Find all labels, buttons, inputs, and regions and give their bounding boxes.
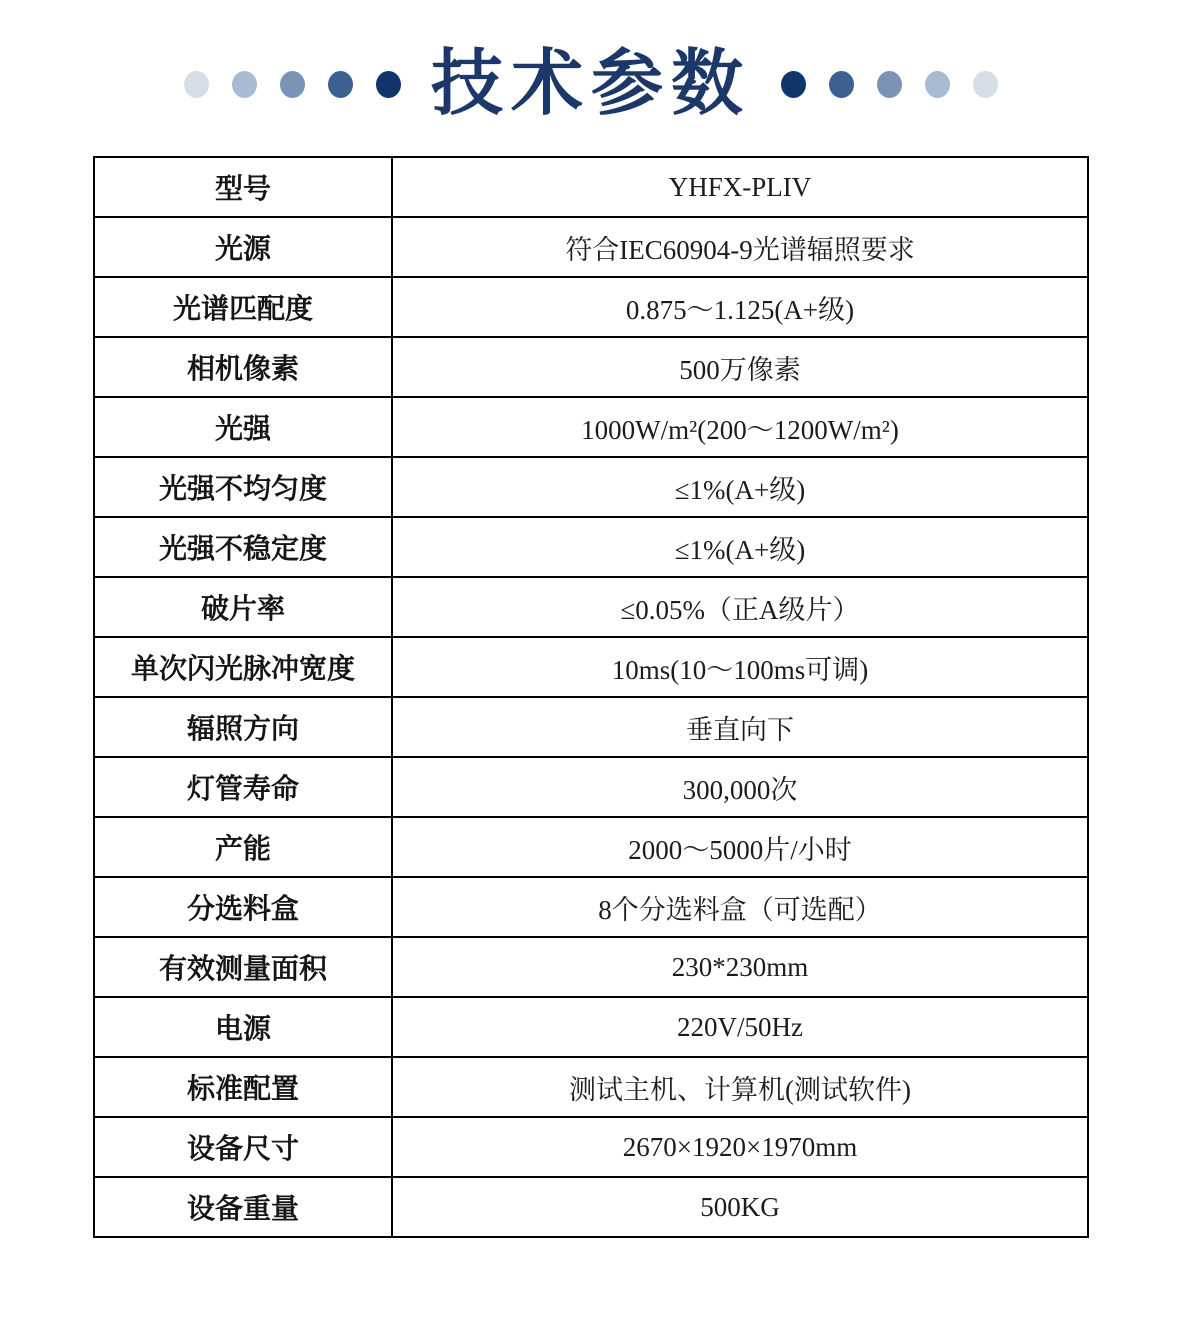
- spec-value-cell: 2000～5000片/小时: [392, 817, 1088, 877]
- spec-value-cell: 2670×1920×1970mm: [392, 1117, 1088, 1177]
- spec-label-cell: 单次闪光脉冲宽度: [94, 637, 392, 697]
- table-row: [94, 1177, 1088, 1237]
- spec-value-cell: 垂直向下: [392, 697, 1088, 757]
- table-row: [94, 157, 1088, 217]
- spec-value-cell: 230*230mm: [392, 937, 1088, 997]
- spec-value-cell: 300,000次: [392, 757, 1088, 817]
- spec-label-cell: 设备重量: [94, 1177, 392, 1237]
- table-row: [94, 697, 1088, 757]
- dot-icon-right-3: [877, 71, 902, 98]
- dot-icon-right-2: [829, 71, 854, 98]
- spec-label-cell: 破片率: [94, 577, 392, 637]
- dot-icon-left-5: [376, 71, 401, 98]
- spec-value-cell: 测试主机、计算机(测试软件): [392, 1057, 1088, 1117]
- table-row: [94, 277, 1088, 337]
- spec-value-cell: ≤0.05%（正A级片）: [392, 577, 1088, 637]
- table-row: [94, 1057, 1088, 1117]
- table-row: [94, 817, 1088, 877]
- table-row: [94, 877, 1088, 937]
- spec-label-cell: 辐照方向: [94, 697, 392, 757]
- page-header: [0, 0, 1182, 140]
- spec-label-cell: 灯管寿命: [94, 757, 392, 817]
- spec-value-cell: YHFX-PLIV: [392, 157, 1088, 217]
- decor-dots-right: [781, 71, 998, 98]
- spec-label-cell: 产能: [94, 817, 392, 877]
- table-row: [94, 637, 1088, 697]
- table-row: [94, 997, 1088, 1057]
- spec-value-cell: 10ms(10～100ms可调): [392, 637, 1088, 697]
- dot-icon-right-5: [973, 71, 998, 98]
- table-row: [94, 457, 1088, 517]
- table-row: [94, 577, 1088, 637]
- dot-icon-right-1: [781, 71, 806, 98]
- dot-icon-right-4: [925, 71, 950, 98]
- table-row: [94, 337, 1088, 397]
- spec-table: [93, 156, 1089, 1238]
- table-row: [94, 1117, 1088, 1177]
- dot-icon-left-1: [184, 71, 209, 98]
- page-title: 技术参数: [430, 44, 751, 124]
- spec-label-cell: 光强不稳定度: [94, 517, 392, 577]
- spec-value-cell: 220V/50Hz: [392, 997, 1088, 1057]
- table-row: [94, 217, 1088, 277]
- spec-label-cell: 相机像素: [94, 337, 392, 397]
- table-row: [94, 517, 1088, 577]
- spec-label-cell: 光谱匹配度: [94, 277, 392, 337]
- spec-value-cell: 1000W/m²(200～1200W/m²): [392, 397, 1088, 457]
- table-row: [94, 757, 1088, 817]
- spec-value-cell: 500万像素: [392, 337, 1088, 397]
- spec-value-cell: 0.875～1.125(A+级): [392, 277, 1088, 337]
- spec-value-cell: 500KG: [392, 1177, 1088, 1237]
- spec-label-cell: 光强不均匀度: [94, 457, 392, 517]
- dot-icon-left-2: [232, 71, 257, 98]
- spec-value-cell: 符合IEC60904-9光谱辐照要求: [392, 217, 1088, 277]
- spec-label-cell: 标准配置: [94, 1057, 392, 1117]
- dot-icon-left-3: [280, 71, 305, 98]
- spec-label-cell: 分选料盒: [94, 877, 392, 937]
- spec-value-cell: ≤1%(A+级): [392, 457, 1088, 517]
- spec-label-cell: 电源: [94, 997, 392, 1057]
- spec-label-cell: 光强: [94, 397, 392, 457]
- spec-label-cell: 型号: [94, 157, 392, 217]
- spec-value-cell: ≤1%(A+级): [392, 517, 1088, 577]
- dot-icon-left-4: [328, 71, 353, 98]
- spec-value-cell: 8个分选料盒（可选配）: [392, 877, 1088, 937]
- decor-dots-left: [184, 71, 401, 98]
- table-row: [94, 937, 1088, 997]
- spec-table-body: [94, 157, 1088, 1237]
- table-row: [94, 397, 1088, 457]
- spec-label-cell: 光源: [94, 217, 392, 277]
- spec-label-cell: 有效测量面积: [94, 937, 392, 997]
- spec-label-cell: 设备尺寸: [94, 1117, 392, 1177]
